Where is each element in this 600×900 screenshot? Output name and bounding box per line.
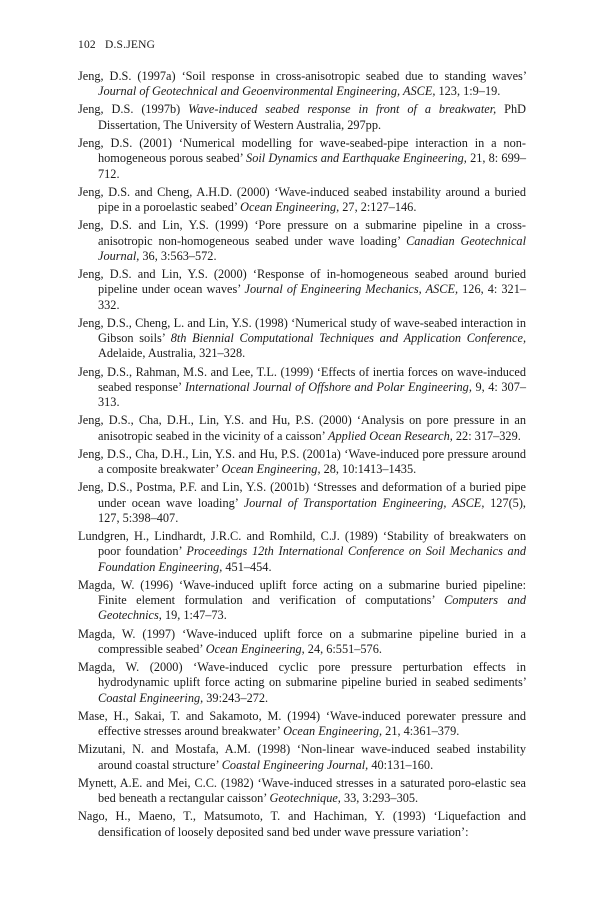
ref-title: ‘Stresses and deformation of a buried pipe under ocean wave loading’ bbox=[98, 480, 526, 510]
reference-entry bbox=[78, 69, 526, 100]
ref-title: ‘Analysis on pore pressure in an anisotropic seabed in the vicinity of a caisson’ bbox=[98, 413, 527, 443]
ref-authors: Mizutani, N. and Mostafa, A.M. (1998) bbox=[78, 742, 291, 757]
ref-title: ‘Response of in-homogeneous seabed around buried pipeline under ocean waves’ bbox=[98, 267, 526, 297]
ref-details: 127(5), 127, 5:398–407. bbox=[98, 495, 526, 525]
ref-authors: Jeng, D.S., Cha, D.H., Lin, Y.S. and Hu, P.S. (2000) bbox=[78, 413, 352, 428]
ref-authors: Lundgren, H., Lindhardt, J.R.C. and Romhild, C.J. (1989) bbox=[78, 529, 378, 544]
ref-venue: Proceedings 12th International Conference on Soil Mechanics and Foundation Engineering, bbox=[98, 544, 526, 574]
ref-title: ‘Effects of inertia forces on wave-induced seabed response’ bbox=[98, 364, 526, 394]
ref-title: ‘Stability of breakwaters on poor foundation’ bbox=[98, 529, 527, 559]
reference-entry bbox=[78, 529, 526, 575]
reference-entry bbox=[78, 578, 526, 624]
reference-entry bbox=[78, 185, 526, 216]
ref-title: ‘Wave-induced pore pressure around a composite breakwater’ bbox=[98, 446, 526, 477]
ref-venue: Soil Dynamics and Earthquake Engineering, bbox=[246, 151, 467, 166]
ref-title: ‘Wave-induced stresses in a saturated poro-elastic sea bed beneath a rectangular caisson’ bbox=[98, 775, 527, 806]
reference-entry bbox=[78, 218, 526, 264]
reference-entry bbox=[78, 136, 526, 182]
reference-entry bbox=[78, 809, 526, 840]
ref-authors: Jeng, D.S., Rahman, M.S. and Lee, T.L. (1999) bbox=[78, 364, 314, 379]
reference-entry bbox=[78, 480, 526, 526]
ref-authors: Jeng, D.S., Cheng, L. and Lin, Y.S. (1998) bbox=[78, 315, 288, 330]
ref-title: ‘Pore pressure on a submarine pipeline in a cross-anisotropic non-homogeneous seabed under wave loading’ bbox=[98, 218, 527, 248]
reference-list bbox=[78, 69, 526, 843]
reference-entry bbox=[78, 709, 526, 740]
ref-venue: Journal of Engineering Mechanics, ASCE, bbox=[244, 282, 459, 297]
ref-title: ‘Wave-induced uplift force on a submarine pipeline buried in a compressible seabed’ bbox=[98, 626, 526, 656]
reference-entry bbox=[78, 413, 526, 444]
reference-entry bbox=[78, 316, 526, 362]
ref-title: ‘Non-linear wave-induced seabed instability around coastal structure’ bbox=[98, 742, 526, 772]
ref-venue: Canadian Geotechnical Journal, bbox=[98, 233, 526, 263]
ref-authors: Magda, W. (1996) bbox=[78, 577, 174, 592]
ref-details: 19, 1:47–73. bbox=[164, 608, 227, 623]
ref-title: ‘Wave-induced uplift force acting on a submarine buried pipeline: Finite element formulation and verification of computations’ bbox=[98, 577, 527, 608]
ref-authors: Mynett, A.E. and Mei, C.C. (1982) bbox=[78, 775, 254, 790]
ref-details: 39:243–272. bbox=[206, 690, 269, 705]
ref-venue: Journal of Transportation Engineering, ASCE, bbox=[243, 495, 485, 510]
ref-details: 9, 4: 307–313. bbox=[98, 379, 526, 410]
ref-details: 40:131–160. bbox=[371, 757, 434, 772]
ref-venue: Ocean Engineering, bbox=[240, 200, 340, 215]
ref-authors: Nago, H., Maeno, T., Matsumoto, T. and Hachiman, Y. (1993) bbox=[78, 809, 426, 824]
ref-authors: Jeng, D.S. (1997b) bbox=[78, 102, 181, 117]
ref-venue: International Journal of Offshore and Polar Engineering, bbox=[184, 379, 472, 394]
reference-entry bbox=[78, 742, 526, 773]
ref-venue: Ocean Engineering, bbox=[221, 462, 321, 477]
reference-entry bbox=[78, 365, 526, 411]
ref-authors: Jeng, D.S., Cha, D.H., Lin, Y.S. and Hu, P.S. (2001a) bbox=[78, 446, 341, 461]
ref-title: ‘Wave-induced porewater pressure and effective stresses around breakwater’ bbox=[98, 708, 526, 739]
ref-venue: 8th Biennial Computational Techniques and Application Conference, bbox=[170, 331, 527, 346]
reference-entry bbox=[78, 660, 526, 706]
ref-details: PhD Dissertation, The University of Western Australia, 297pp. bbox=[98, 102, 526, 132]
ref-title: ‘Wave-induced seabed instability around a buried pipe in a poroelastic seabed’ bbox=[98, 184, 527, 215]
ref-venue: Journal of Geotechnical and Geoenvironmental Engineering, ASCE, bbox=[98, 84, 436, 99]
reference-entry bbox=[78, 776, 526, 807]
ref-title: ‘Wave-induced cyclic pore pressure perturbation effects in hydrodynamic uplift force acting on submarine pipeline buried in seabed sediments’ bbox=[98, 660, 527, 690]
ref-venue: Coastal Engineering, bbox=[98, 690, 204, 705]
running-head-author: D.S.JENG bbox=[104, 39, 156, 51]
ref-details: 21, 4:361–379. bbox=[385, 724, 460, 739]
ref-title: ‘Liquefaction and densification of loosely deposited sand bed under wave pressure variation’: bbox=[98, 809, 526, 839]
reference-entry bbox=[78, 627, 526, 658]
ref-venue: Wave-induced seabed response in front of a breakwater, bbox=[188, 102, 497, 117]
ref-details: 22: 317–329. bbox=[455, 428, 521, 443]
reference-entry bbox=[78, 447, 526, 478]
ref-authors: Magda, W. (2000) bbox=[78, 660, 183, 675]
ref-details: 126, 4: 321–332. bbox=[98, 282, 527, 312]
ref-title: ‘Numerical modelling for wave-seabed-pipe interaction in a non-homogeneous porous seabed’ bbox=[98, 135, 527, 166]
ref-title: ‘Soil response in cross-anisotropic seabed due to standing waves’ bbox=[181, 69, 527, 83]
ref-venue: Applied Ocean Research, bbox=[327, 428, 453, 443]
ref-details: 451–454. bbox=[225, 559, 272, 574]
ref-venue: Ocean Engineering, bbox=[205, 641, 305, 656]
running-head bbox=[78, 39, 155, 51]
ref-authors: Jeng, D.S. and Cheng, A.H.D. (2000) bbox=[78, 184, 270, 199]
ref-venue: Coastal Engineering Journal, bbox=[221, 757, 369, 772]
ref-authors: Jeng, D.S. (2001) bbox=[78, 135, 172, 150]
ref-title: ‘Numerical study of wave-seabed interaction in Gibson soils’ bbox=[98, 315, 526, 346]
reference-entry bbox=[78, 267, 526, 313]
ref-details: 28, 10:1413–1435. bbox=[323, 462, 417, 477]
ref-venue: Computers and Geotechnics, bbox=[98, 593, 527, 623]
ref-details: 36, 3:563–572. bbox=[142, 248, 217, 263]
ref-details: 27, 2:127–146. bbox=[342, 200, 417, 215]
ref-venue: Ocean Engineering, bbox=[283, 724, 383, 739]
ref-authors: Jeng, D.S. (1997a) bbox=[78, 69, 176, 83]
page-number: 102 bbox=[78, 39, 96, 51]
ref-details: Adelaide, Australia, 321–328. bbox=[98, 346, 246, 361]
ref-authors: Jeng, D.S., Postma, P.F. and Lin, Y.S. (2001b) bbox=[78, 480, 310, 495]
ref-authors: Magda, W. (1997) bbox=[78, 626, 176, 641]
ref-details: 123, 1:9–19. bbox=[438, 84, 501, 99]
ref-authors: Mase, H., Sakai, T. and Sakamoto, M. (1994) bbox=[78, 708, 321, 723]
ref-details: 21, 8: 699–712. bbox=[98, 151, 527, 181]
ref-details: 24, 6:551–576. bbox=[307, 641, 382, 656]
ref-authors: Jeng, D.S. and Lin, Y.S. (2000) bbox=[78, 267, 247, 282]
reference-entry bbox=[78, 102, 526, 133]
ref-details: 33, 3:293–305. bbox=[343, 791, 419, 806]
ref-venue: Geotechnique, bbox=[269, 791, 341, 806]
ref-authors: Jeng, D.S. and Lin, Y.S. (1999) bbox=[78, 218, 248, 233]
